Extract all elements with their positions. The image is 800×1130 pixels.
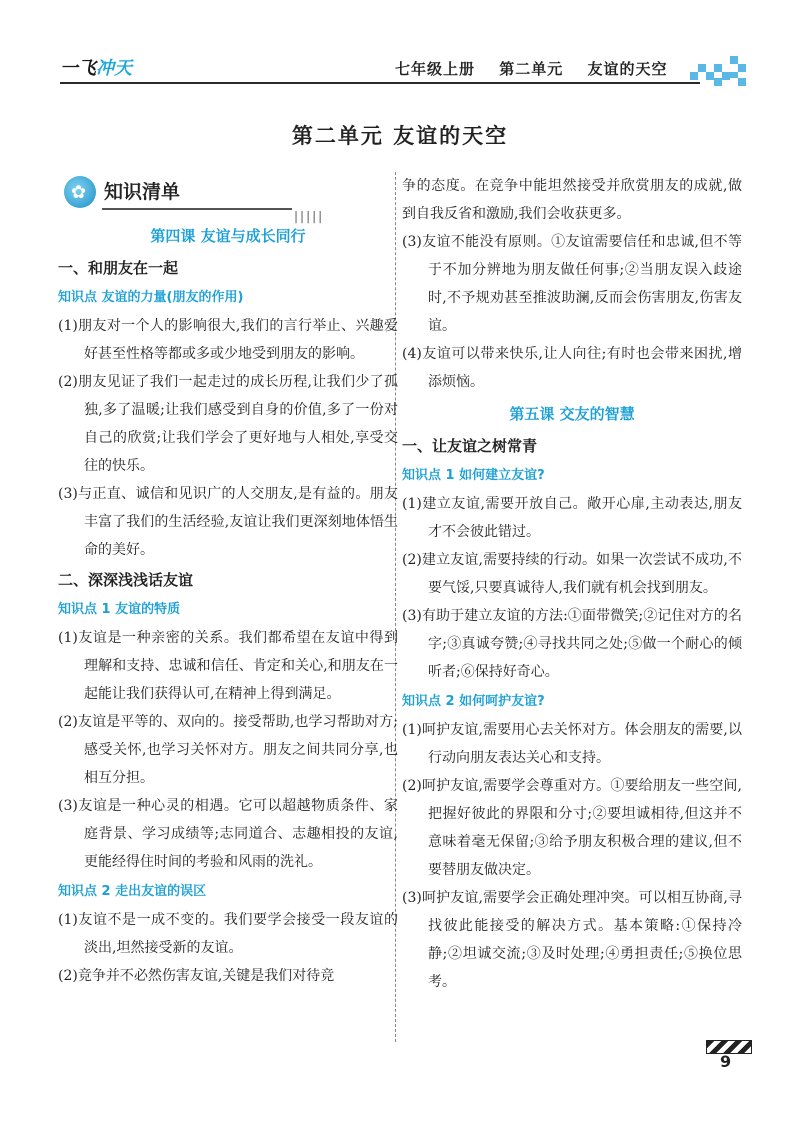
knowledge-point-heading: 知识点 2 如何呵护友谊? <box>402 694 545 709</box>
knowledge-point-heading: 知识点 友谊的力量(朋友的作用) <box>58 290 244 305</box>
badge-underline <box>102 208 292 210</box>
header-unit: 第二单元 <box>499 60 564 78</box>
list-item: (4)友谊可以带来快乐,让人向往;有时也会带来困扰,增添烦恼。 <box>402 346 742 390</box>
section-heading: 一、让友谊之树常青 <box>402 437 538 455</box>
continued-text: 争的态度。在竞争中能坦然接受并欣赏朋友的成就,做到自我反省和激励,我们会收获更多。 <box>402 178 742 222</box>
header-topic: 友谊的天空 <box>587 60 668 78</box>
list-item: (1)朋友对一个人的影响很大,我们的言行举止、兴趣爱好甚至性格等都或多或少地受到朋友的影响。 <box>58 318 398 362</box>
section-heading: 二、深深浅浅话友谊 <box>58 571 194 589</box>
logo-text-main: 一飞 <box>60 58 96 79</box>
list-item: (2)呵护友谊,需要学会尊重对方。①要给朋友一些空间,把握好彼此的界限和分寸;②要坦诚相待,但这并不意味着毫无保留;③给予朋友积极合理的建议,但不要替朋友做决定。 <box>402 778 742 878</box>
page-header <box>60 52 750 92</box>
flower-icon <box>64 176 96 208</box>
left-column <box>58 172 398 990</box>
list-item: (3)与正直、诚信和见识广的人交朋友,是有益的。朋友丰富了我们的生活经验,友谊让我们更深刻地体悟生命的美好。 <box>58 486 398 558</box>
list-item: (1)呵护友谊,需要用心去关怀对方。体会朋友的需要,以行动向朋友表达关心和支持。 <box>402 722 742 766</box>
list-item: (2)友谊是平等的、双向的。接受帮助,也学习帮助对方;感受关怀,也学习关怀对方。朋友之间共同分享,也相互分担。 <box>58 714 398 786</box>
list-item: (3)友谊是一种心灵的相遇。它可以超越物质条件、家庭背景、学习成绩等;志同道合、志趣相投的友谊,更能经得住时间的考验和风雨的洗礼。 <box>58 798 398 870</box>
header-rule <box>60 82 700 84</box>
page-title: 第二单元 友谊的天空 <box>291 124 509 148</box>
knowledge-point-heading: 知识点 1 友谊的特质 <box>58 602 181 617</box>
list-item: (2)朋友见证了我们一起走过的成长历程,让我们少了孤独,多了温暖;让我们感受到自身的价值,多了一份对自己的欣赏;让我们学会了更好地与人相处,享受交往的快乐。 <box>58 374 398 474</box>
list-item: (2)建立友谊,需要持续的行动。如果一次尝试不成功,不要气馁,只要真诚待人,我们就有机会找到朋友。 <box>402 552 742 596</box>
badge-label: 知识清单 <box>104 181 181 203</box>
lesson-title: 第四课 友谊与成长同行 <box>150 227 306 245</box>
list-item: (3)友谊不能没有原则。①友谊需要信任和忠诚,但不等于不加分辨地为朋友做任何事;②当朋友误入歧途时,不予规劝甚至推波助澜,反而会伤害朋友,伤害友谊。 <box>402 234 742 334</box>
knowledge-point-heading: 知识点 2 走出友谊的误区 <box>58 884 207 899</box>
logo-text-accent: 冲天 <box>96 58 132 79</box>
header-title <box>395 58 686 79</box>
list-item: (3)有助于建立友谊的方法:①面带微笑;②记住对方的名字;③真诚夸赞;④寻找共同之处;⑤做一个耐心的倾听者;⑥保持好奇心。 <box>402 608 742 680</box>
list-item: (1)友谊不是一成不变的。我们要学会接受一段友谊的淡出,坦然接受新的友谊。 <box>58 912 398 956</box>
lesson-title: 第五课 交友的智慧 <box>509 405 635 423</box>
list-item: (2)竞争并不必然伤害友谊,关键是我们对待竞 <box>58 968 335 984</box>
list-item: (1)友谊是一种亲密的关系。我们都希望在友谊中得到理解和支持、忠诚和信任、肯定和关心,和朋友在一起能让我们获得认可,在精神上得到满足。 <box>58 630 398 702</box>
tick-decoration-icon: ||||| <box>294 209 325 223</box>
brand-logo <box>60 54 132 80</box>
header-grade: 七年级上册 <box>395 60 476 78</box>
page-number-badge <box>706 1040 750 1076</box>
knowledge-badge <box>58 172 398 223</box>
right-column <box>402 172 742 996</box>
list-item: (1)建立友谊,需要开放自己。敞开心扉,主动表达,朋友才不会彼此错过。 <box>402 496 742 540</box>
section-heading: 一、和朋友在一起 <box>58 259 179 277</box>
knowledge-point-heading: 知识点 1 如何建立友谊? <box>402 468 545 483</box>
list-item: (3)呵护友谊,需要学会正确处理冲突。可以相互协商,寻找彼此能接受的解决方式。基本策略:①保持冷静;②坦诚交流;③及时处理;④勇担责任;⑤换位思考。 <box>402 890 742 990</box>
checker-decoration-icon <box>690 52 750 86</box>
page-number: 9 <box>720 1052 732 1071</box>
